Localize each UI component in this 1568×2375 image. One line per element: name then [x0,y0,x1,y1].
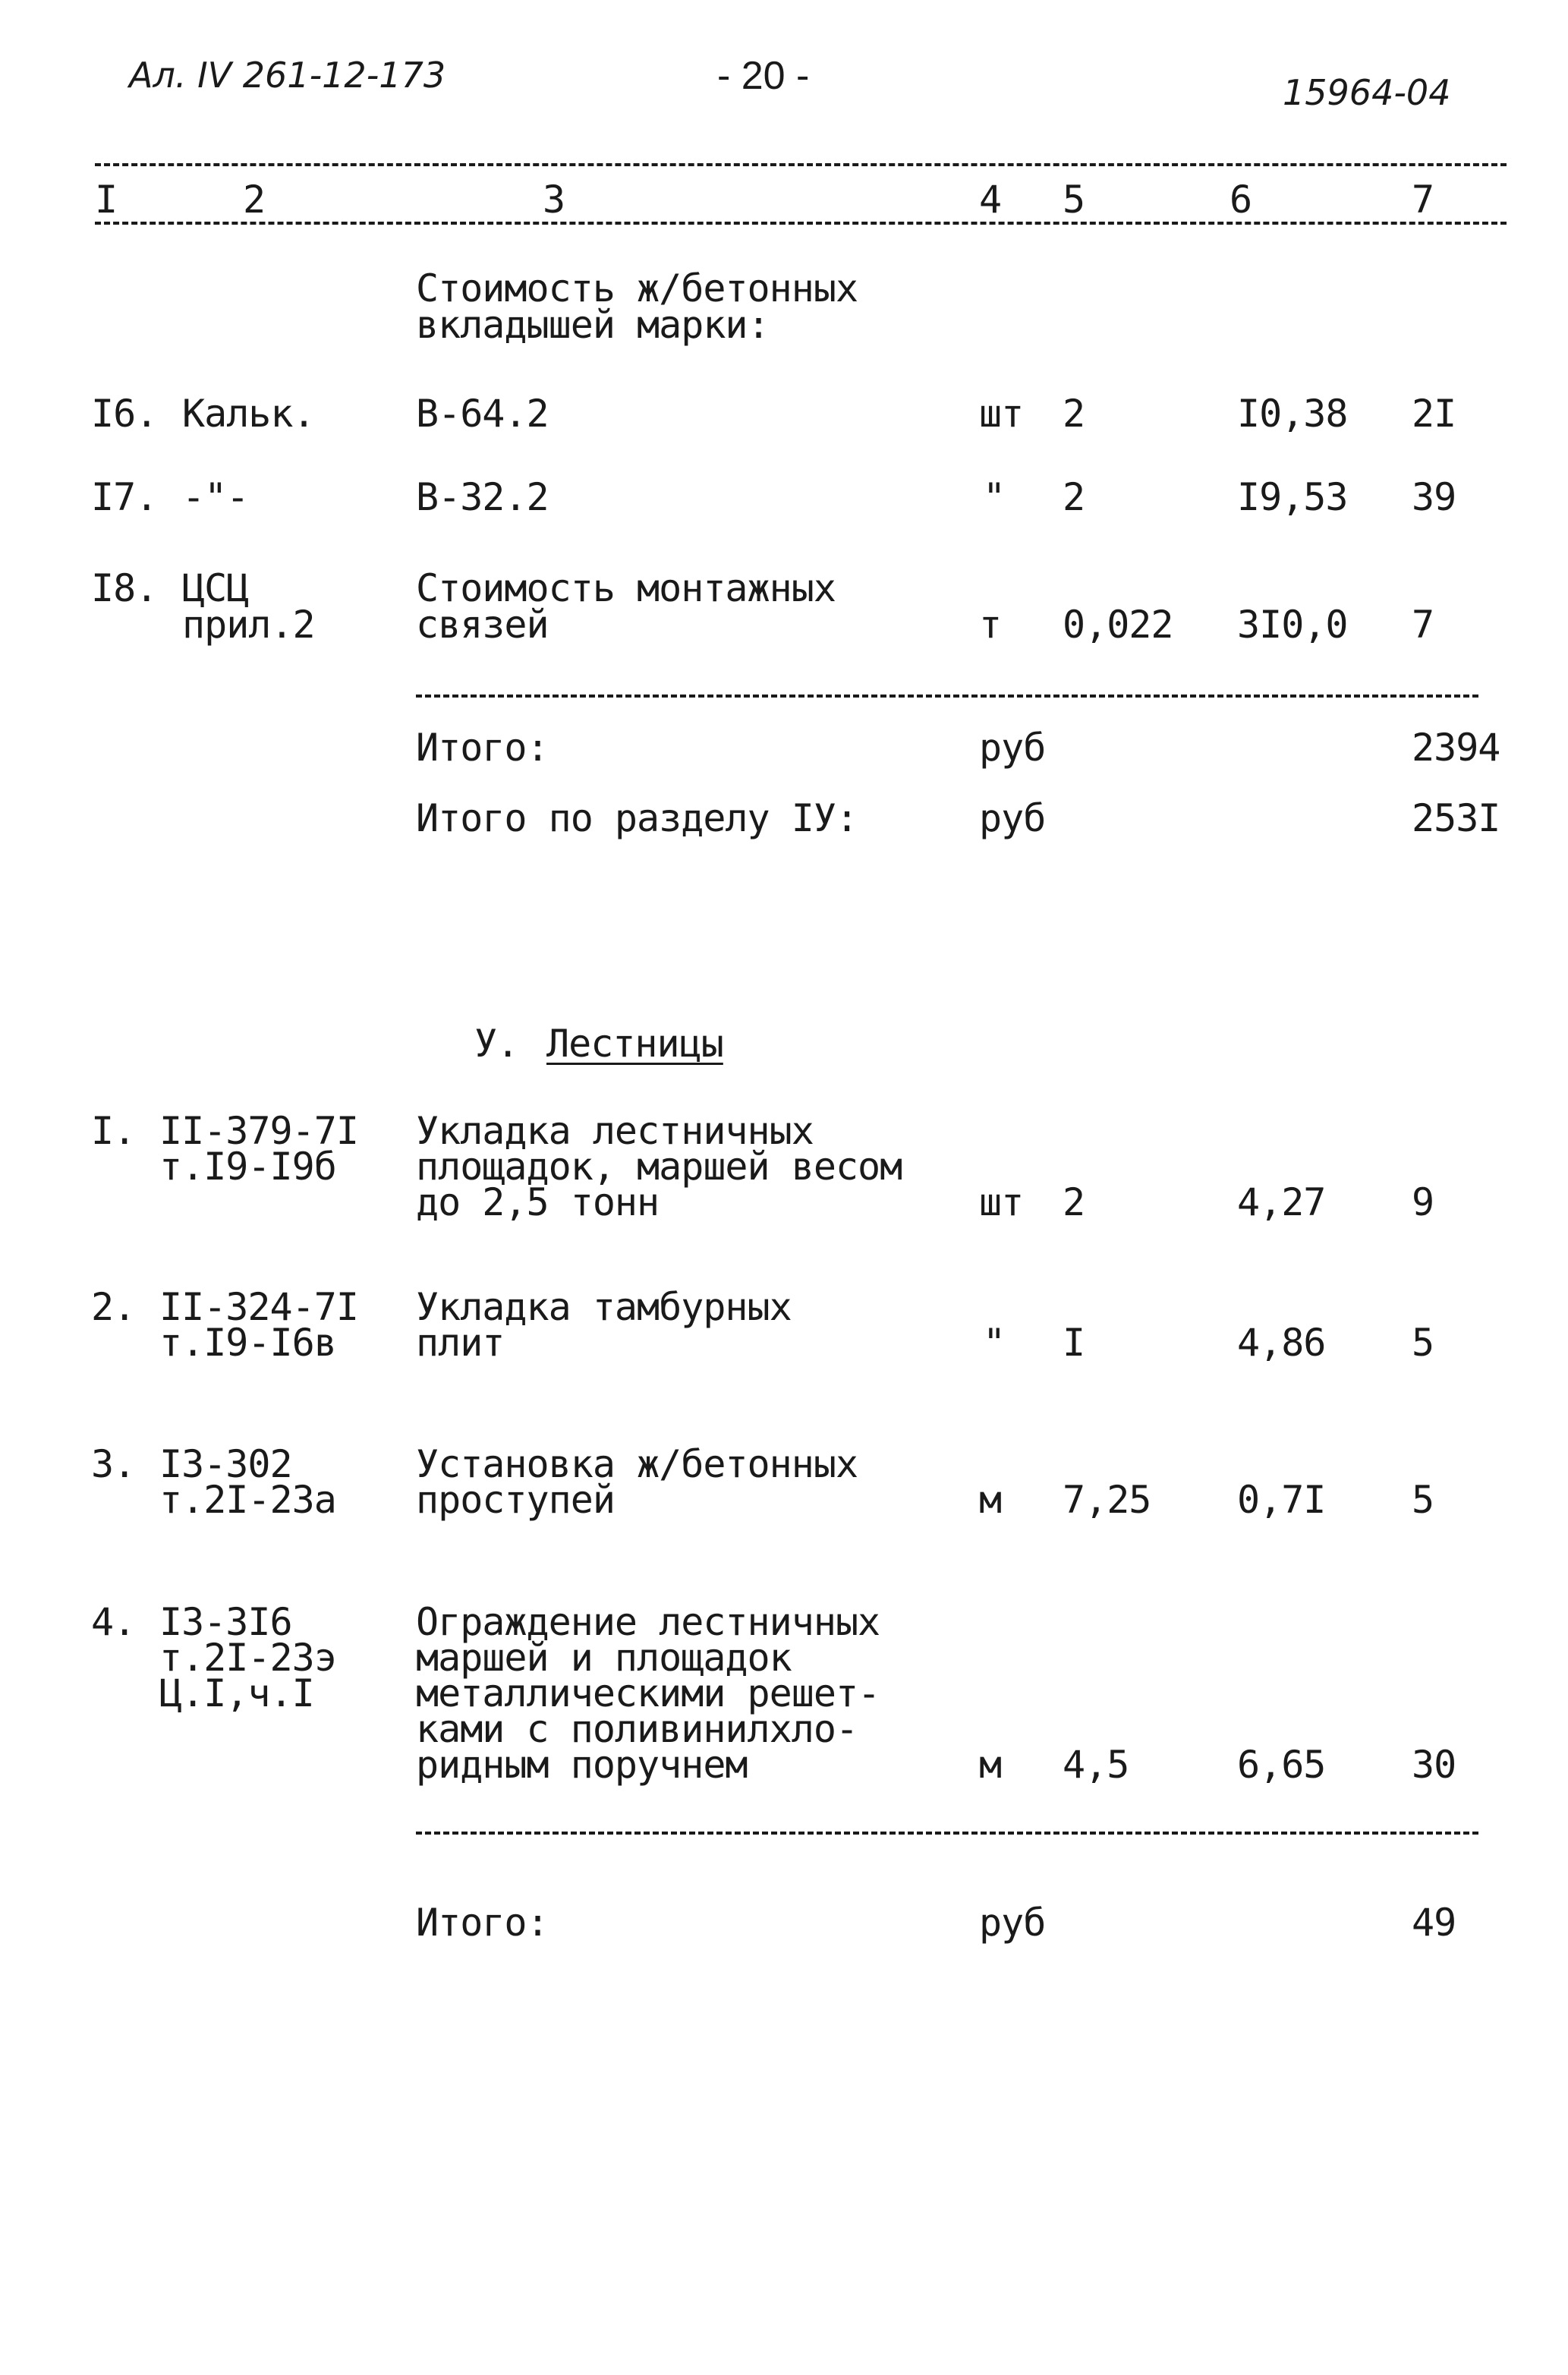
subtotal-value: 2394 [1412,726,1500,770]
stairs-row-3-quantity: 7,25 [1063,1478,1151,1522]
stairs-row-4-description-line-3: металлическими решет- [416,1671,880,1715]
row-18-reference-line-2: прил.2 [182,603,315,647]
stairs-row-1-number: I. [91,1109,136,1153]
section-v-title: Лестницы [546,1022,723,1066]
section-heading-line-1: Стоимость ж/бетонных [416,266,858,310]
stairs-subtotal-unit: руб [979,1901,1046,1945]
section-total-label: Итого по разделу IУ: [416,796,858,840]
stairs-row-2-description-line-2: плит [416,1321,505,1365]
stairs-row-4-reference-line-3: Ц.I,ч.I [159,1671,314,1715]
stairs-row-1-quantity: 2 [1063,1180,1085,1224]
stairs-row-1-price: 4,27 [1237,1180,1326,1224]
stairs-row-4-quantity: 4,5 [1063,1743,1129,1787]
row-17-price: I9,53 [1237,475,1348,519]
column-number-7: 7 [1412,178,1434,222]
row-18-description-line-1: Стоимость монтажных [416,566,836,610]
stairs-row-3-total: 5 [1412,1478,1434,1522]
column-number-2: 2 [243,178,266,222]
stairs-row-1-reference-line-1: II-379-7I [159,1109,358,1153]
column-number-1: I [95,178,118,222]
stairs-row-3-number: 3. [91,1442,136,1486]
stairs-subtotal-label: Итого: [416,1901,549,1945]
header-bottom-rule [95,222,1507,225]
stairs-row-4-description-line-5: ридным поручнем [416,1743,748,1787]
header-top-rule [95,163,1507,166]
stairs-row-4-number: 4. [91,1600,136,1644]
row-16-quantity: 2 [1063,392,1085,436]
row-18-number: I8. [91,566,158,610]
stairs-row-3-unit: м [979,1478,1002,1522]
stairs-row-3-price: 0,7I [1237,1478,1326,1522]
stairs-row-2-reference-line-2: т.I9-I6в [159,1321,336,1365]
stairs-row-4-description-line-4: ками с поливинилхло- [416,1707,858,1751]
stairs-row-4-description-line-1: Ограждение лестничных [416,1600,880,1644]
stairs-row-1-description-line-3: до 2,5 тонн [416,1180,660,1224]
subtotal-rule [416,695,1478,698]
row-17-reference: -"- [182,475,249,519]
stairs-row-4-total: 30 [1412,1743,1456,1787]
section-heading-line-2: вкладышей марки: [416,303,770,347]
row-16-total: 2I [1412,392,1456,436]
stairs-row-2-total: 5 [1412,1321,1434,1365]
stairs-row-4-unit: м [979,1743,1002,1787]
stairs-subtotal-value: 49 [1412,1901,1456,1945]
row-17-number: I7. [91,475,158,519]
stairs-row-3-reference-line-2: т.2I-23а [159,1478,336,1522]
row-16-price: I0,38 [1237,392,1348,436]
row-18-description-line-2: связей [416,603,549,647]
column-number-5: 5 [1063,178,1085,222]
stairs-row-1-reference-line-2: т.I9-I9б [159,1145,336,1189]
document-code: 15964-04 [1283,72,1451,113]
row-17-description: В-32.2 [416,475,549,519]
row-16-reference: Кальк. [182,392,315,436]
column-number-6: 6 [1230,178,1252,222]
row-16-number: I6. [91,392,158,436]
stairs-row-1-unit: шт [979,1180,1024,1224]
page-number: - 20 - [717,54,810,98]
subtotal-label: Итого: [416,726,549,770]
album-reference: Ал. IV 261-12-173 [129,55,446,96]
row-18-reference-line-1: ЦСЦ [182,566,249,610]
row-16-description: В-64.2 [416,392,549,436]
stairs-subtotal-rule [416,1832,1478,1835]
stairs-row-2-reference-line-1: II-324-7I [159,1285,358,1329]
stairs-row-3-reference-line-1: I3-302 [159,1442,292,1486]
section-total-value: 253I [1412,796,1500,840]
subtotal-unit: руб [979,726,1046,770]
stairs-row-3-description-line-1: Установка ж/бетонных [416,1442,858,1486]
row-17-total: 39 [1412,475,1456,519]
stairs-row-1-total: 9 [1412,1180,1434,1224]
stairs-row-2-quantity: I [1063,1321,1085,1365]
row-16-unit: шт [979,392,1024,436]
stairs-row-2-description-line-1: Укладка тамбурных [416,1285,792,1329]
row-17-unit: " [983,475,1006,519]
section-total-unit: руб [979,796,1046,840]
stairs-row-2-price: 4,86 [1237,1321,1326,1365]
stairs-row-4-description-line-2: маршей и площадок [416,1636,792,1680]
row-18-price: 3I0,0 [1237,603,1348,647]
section-v-number: У. [474,1022,519,1066]
row-18-quantity: 0,022 [1063,603,1173,647]
stairs-row-2-number: 2. [91,1285,136,1329]
column-number-4: 4 [979,178,1002,222]
stairs-row-4-reference-line-1: I3-3I6 [159,1600,292,1644]
stairs-row-4-price: 6,65 [1237,1743,1326,1787]
stairs-row-2-unit: " [983,1321,1006,1365]
stairs-row-4-reference-line-2: т.2I-23э [159,1636,336,1680]
row-18-total: 7 [1412,603,1434,647]
column-number-3: 3 [543,178,565,222]
row-17-quantity: 2 [1063,475,1085,519]
stairs-row-3-description-line-2: проступей [416,1478,615,1522]
stairs-row-1-description-line-2: площадок, маршей весом [416,1145,902,1189]
row-18-unit: т [979,603,1002,647]
stairs-row-1-description-line-1: Укладка лестничных [416,1109,814,1153]
